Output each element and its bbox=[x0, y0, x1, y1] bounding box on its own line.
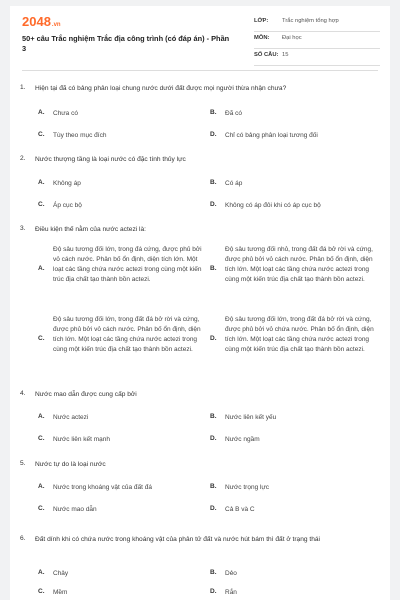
option-letter: B. bbox=[210, 483, 217, 490]
option-text: Nước liên kết yếu bbox=[225, 414, 277, 421]
option-letter: C. bbox=[38, 201, 45, 208]
question-text: Nước mao dẫn được cung cấp bởi bbox=[35, 391, 137, 398]
option-2d[interactable] bbox=[210, 201, 380, 211]
option-letter: C. bbox=[38, 335, 45, 342]
header bbox=[10, 6, 390, 68]
question-1 bbox=[20, 84, 378, 94]
logo-tld: .vn bbox=[51, 22, 61, 28]
option-5d[interactable] bbox=[210, 505, 380, 515]
site-logo[interactable] bbox=[22, 14, 61, 29]
option-letter: D. bbox=[210, 435, 217, 442]
question-number: 5. bbox=[20, 460, 26, 467]
option-1b[interactable] bbox=[210, 109, 380, 119]
option-6c[interactable] bbox=[38, 588, 208, 598]
option-text: Độ sâu tương đối lớn, trong đá cứng, được phủ bởi vỏ cách nước. Phân bố ổn định, diện tích lớn. Một loạt các tầng chứa nước actezi trong cùng một kiến trúc địa chất tạo thành bồn actezi. bbox=[53, 246, 202, 283]
option-letter: B. bbox=[210, 109, 217, 116]
option-1a[interactable] bbox=[38, 109, 208, 119]
meta-info bbox=[254, 18, 380, 69]
meta-row-class bbox=[254, 18, 380, 32]
option-4c[interactable] bbox=[38, 435, 208, 445]
meta-label: MÔN: bbox=[254, 35, 270, 41]
option-6d[interactable] bbox=[210, 588, 380, 598]
option-text: Nước ngầm bbox=[225, 436, 260, 443]
option-letter: D. bbox=[210, 505, 217, 512]
option-text: Độ sâu tương đối lớn, trong đất đá bở rời và cứng, được phủ bởi vỏ cách nước. Phân bố ổn định, diện tích lớn. Một loạt các tầng chứa nước actezi trong cùng một kiến trúc địa chất tạo thành bồn actezi. bbox=[53, 316, 201, 353]
option-letter: A. bbox=[38, 483, 45, 490]
option-text: Nước trong khoáng vật của đất đá bbox=[53, 484, 152, 491]
question-text: Nước thượng tầng là loại nước có đặc tính thủy lực bbox=[35, 156, 186, 163]
question-text: Điều kiện thế nằm của nước actezi là: bbox=[35, 226, 146, 233]
option-6a[interactable] bbox=[38, 569, 208, 579]
option-text: Nước actezi bbox=[53, 414, 89, 421]
question-number: 6. bbox=[20, 535, 26, 542]
option-text: Không có áp đôi khi có áp cục bộ bbox=[225, 202, 321, 209]
question-2 bbox=[20, 155, 378, 165]
question-text: Hiện tại đã có bảng phân loại chung nước dưới đất được mọi người thừa nhận chưa? bbox=[35, 85, 287, 92]
question-number: 2. bbox=[20, 155, 26, 162]
option-text: Tùy theo mục đích bbox=[53, 132, 107, 139]
option-text: Đã có bbox=[225, 110, 242, 117]
option-letter: B. bbox=[210, 265, 217, 272]
option-text: Chảy bbox=[53, 570, 69, 577]
option-6b[interactable] bbox=[210, 569, 380, 579]
meta-row-count bbox=[254, 52, 380, 66]
question-3 bbox=[20, 225, 378, 235]
option-text: Không áp bbox=[53, 180, 81, 187]
option-letter: B. bbox=[210, 179, 217, 186]
document-page bbox=[10, 6, 390, 600]
option-text: Rắn bbox=[225, 589, 237, 596]
option-2b[interactable] bbox=[210, 179, 380, 189]
meta-value: Trắc nghiệm tổng hợp bbox=[282, 18, 339, 24]
option-text: Dẻo bbox=[225, 570, 237, 577]
option-letter: D. bbox=[210, 335, 217, 342]
option-text: Nước mao dẫn bbox=[53, 506, 97, 513]
option-2c[interactable] bbox=[38, 201, 208, 211]
option-letter: D. bbox=[210, 201, 217, 208]
option-3c[interactable] bbox=[38, 315, 208, 355]
meta-label: SỐ CÂU: bbox=[254, 52, 279, 58]
option-text: Áp cục bộ bbox=[53, 202, 82, 209]
question-5 bbox=[20, 460, 378, 470]
option-letter: A. bbox=[38, 179, 45, 186]
option-text: Có áp bbox=[225, 180, 243, 187]
option-letter: B. bbox=[210, 569, 217, 576]
question-number: 1. bbox=[20, 84, 26, 91]
option-5c[interactable] bbox=[38, 505, 208, 515]
option-letter: A. bbox=[38, 265, 45, 272]
option-1c[interactable] bbox=[38, 131, 208, 141]
option-text: Nước liên kết mạnh bbox=[53, 436, 111, 443]
option-4d[interactable] bbox=[210, 435, 380, 445]
option-text: Cả B và C bbox=[225, 506, 255, 513]
option-2a[interactable] bbox=[38, 179, 208, 189]
option-text: Độ sâu tương đối lớn, trong đất đá bở rời và cứng, được phủ bởi vỏ chứa nước. Phân bố ổn định, diện tích lớn. Một loạt các tầng chứa nước actezi trong cùng một kiến trúc địa chất tạo thành bồn actezi. bbox=[225, 316, 374, 353]
meta-row-subject bbox=[254, 35, 380, 49]
option-letter: D. bbox=[210, 131, 217, 138]
option-text: Chỉ có bảng phân loại tương đối bbox=[225, 132, 318, 139]
option-3a[interactable] bbox=[38, 245, 208, 285]
question-6 bbox=[20, 535, 378, 545]
question-number: 3. bbox=[20, 225, 26, 232]
question-4 bbox=[20, 390, 378, 400]
option-text: Mềm bbox=[53, 589, 68, 596]
question-text: Nước tự do là loại nước bbox=[35, 461, 106, 468]
option-text: Độ sâu tương đối nhỏ, trong đất đá bở rời và cứng, được phủ bởi vỏ cách nước. Phân bố ổn định, diện tích lớn. Một loạt các tầng chứa nước actezi trong cùng một kiến trúc địa chất tạo thành bồn actezi. bbox=[225, 246, 373, 283]
page-title: 50+ câu Trắc nghiệm Trắc địa công trình (có đáp án) - Phần 3 bbox=[22, 34, 230, 53]
option-letter: C. bbox=[38, 505, 45, 512]
question-number: 4. bbox=[20, 390, 26, 397]
option-1d[interactable] bbox=[210, 131, 380, 141]
option-letter: A. bbox=[38, 569, 45, 576]
option-text: Nước trọng lực bbox=[225, 484, 270, 491]
meta-label: LỚP: bbox=[254, 18, 269, 24]
option-letter: B. bbox=[210, 413, 217, 420]
option-letter: A. bbox=[38, 413, 45, 420]
header-divider bbox=[22, 70, 378, 71]
logo-text: 2048 bbox=[22, 14, 51, 29]
meta-value: Đại học bbox=[282, 35, 302, 41]
option-5b[interactable] bbox=[210, 483, 380, 493]
option-4a[interactable] bbox=[38, 413, 208, 423]
option-text: Chưa có bbox=[53, 110, 78, 117]
option-3b[interactable] bbox=[210, 245, 380, 285]
meta-value: 15 bbox=[282, 52, 289, 58]
option-letter: A. bbox=[38, 109, 45, 116]
option-letter: D. bbox=[210, 588, 217, 595]
option-letter: C. bbox=[38, 588, 45, 595]
option-5a[interactable] bbox=[38, 483, 208, 493]
option-4b[interactable] bbox=[210, 413, 380, 423]
option-letter: C. bbox=[38, 131, 45, 138]
option-3d[interactable] bbox=[210, 315, 380, 355]
option-letter: C. bbox=[38, 435, 45, 442]
question-text: Đất dính khi có chứa nước trong khoáng vật của phân tử đất và nước hút bám thì đất ở trạng thái bbox=[35, 536, 321, 543]
